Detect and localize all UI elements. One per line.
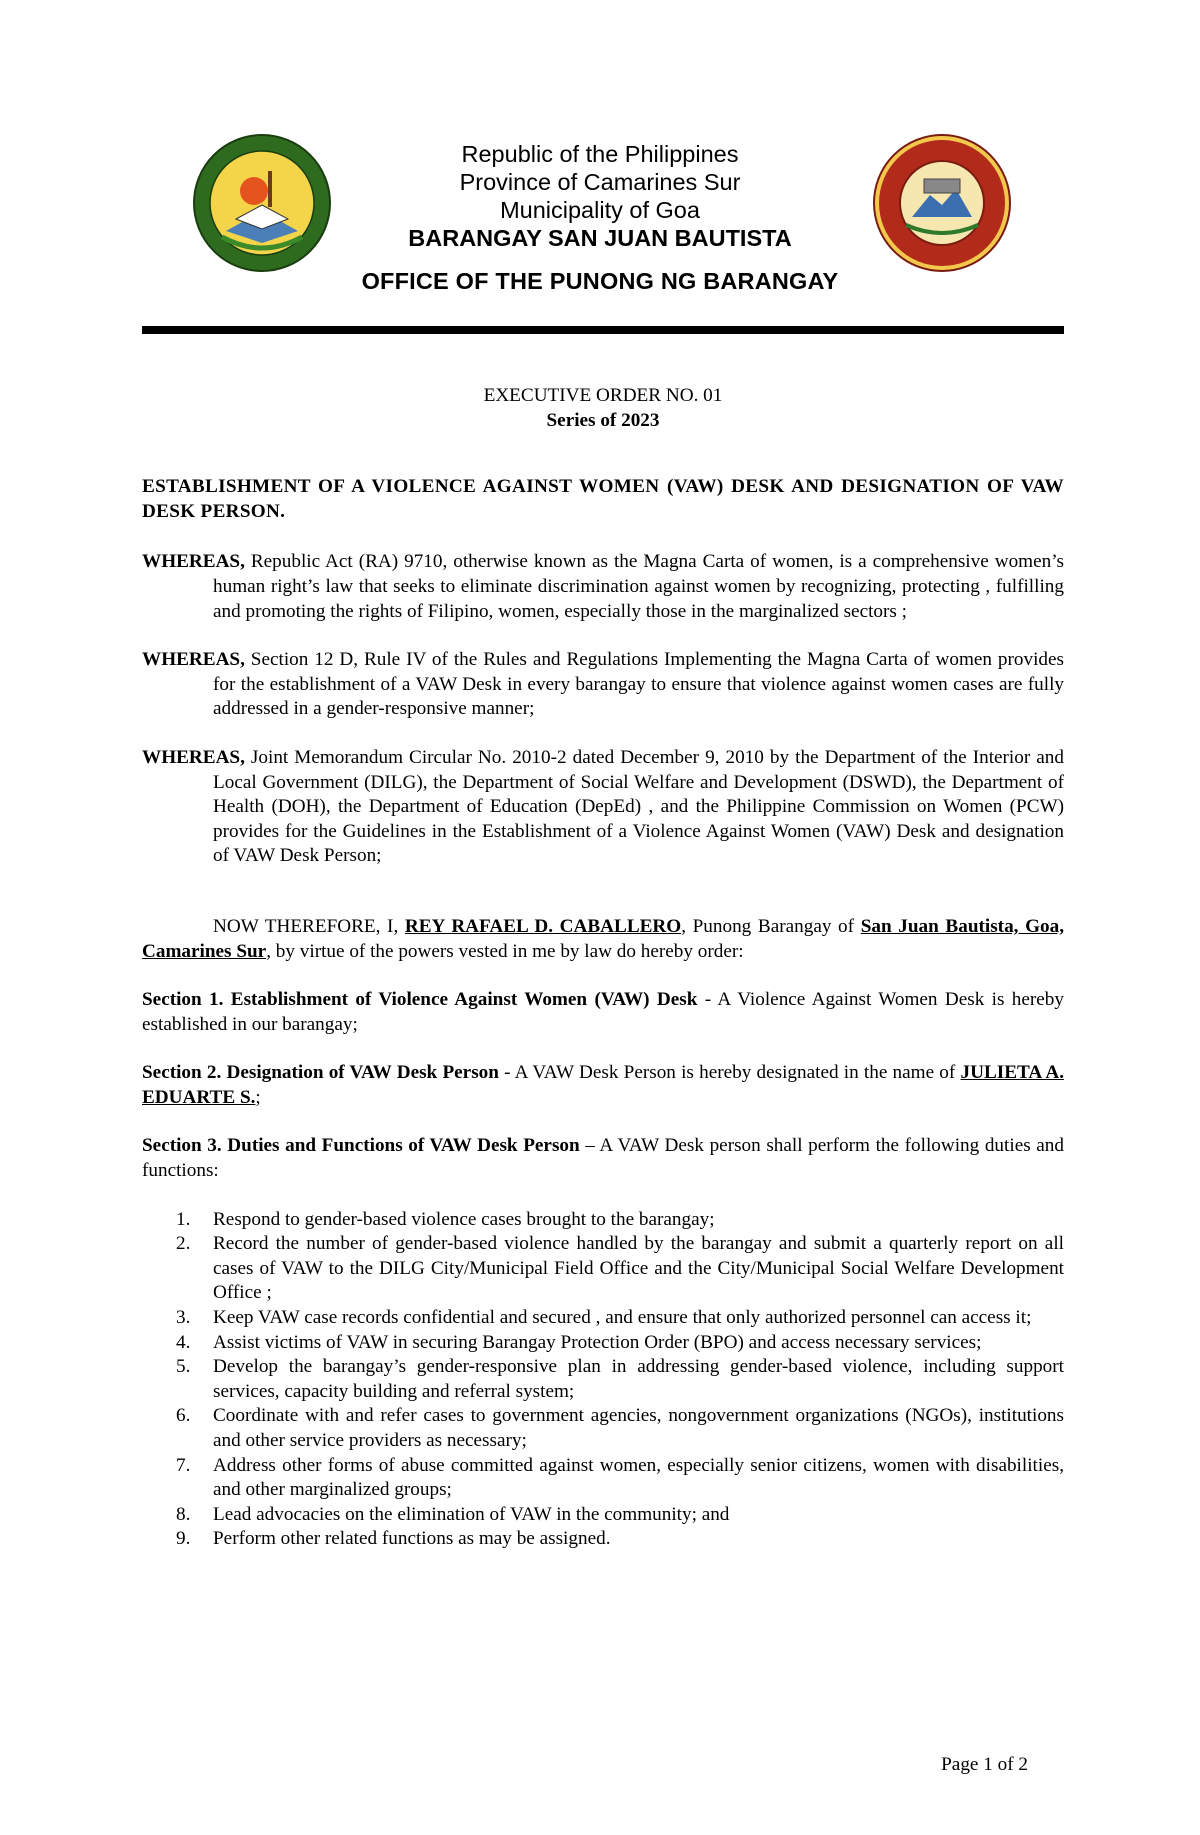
now-part2: , Punong Barangay of: [681, 915, 861, 937]
list-item-number: 4.: [176, 1331, 191, 1353]
whereas-lead: WHEREAS,: [142, 551, 245, 573]
document-body: [142, 384, 1064, 1552]
list-item-number: 7.: [176, 1454, 191, 1476]
list-item-number: 1.: [176, 1208, 191, 1230]
list-item: [142, 1404, 1064, 1453]
page-number: Page 1 of 2: [941, 1754, 1028, 1775]
punong-barangay-name: REY RAFAEL D. CABALLERO: [404, 915, 682, 937]
section-2-text: - A VAW Desk Person is hereby designated in the name of: [498, 1062, 961, 1084]
whereas-lead: WHEREAS,: [142, 649, 245, 671]
whereas-text: Section 12 D, Rule IV of the Rules and Regulations Implementing the Magna Carta of women provides for the establishment of a VAW Desk in every barangay to ensure that violence against women cases are fully addressed in a gender-responsive manner;: [213, 649, 1064, 720]
section-2-end: ;: [255, 1086, 261, 1108]
list-item-number: 2.: [176, 1233, 191, 1255]
spacer: [142, 893, 1064, 915]
list-item: [142, 1503, 1064, 1528]
vaw-desk-person-name: JULIETA A. EDUARTE S.: [142, 1062, 1065, 1108]
list-item-number: 3.: [176, 1307, 191, 1329]
whereas-clause-1: [142, 550, 1064, 624]
list-item: [142, 1454, 1064, 1503]
order-subject: ESTABLISHMENT OF A VIOLENCE AGAINST WOMEN (VAW) DESK AND DESIGNATION OF VAW DESK PERSON.: [142, 476, 1064, 522]
whereas-clause-2: [142, 648, 1064, 722]
section-1-heading: Section 1. Establishment of Violence Against Women (VAW) Desk: [142, 989, 698, 1011]
list-item-number: 5.: [176, 1356, 191, 1378]
order-series: Series of 2023: [546, 409, 660, 431]
office-title: OFFICE OF THE PUNONG NG BARANGAY: [361, 268, 839, 294]
section-2: [142, 1061, 1064, 1110]
section-2-heading: Section 2. Designation of VAW Desk Person: [142, 1062, 499, 1084]
list-item: [142, 1208, 1064, 1233]
duties-list: [142, 1208, 1064, 1552]
list-item-text: Address other forms of abuse committed against women, especially senior citizens, women with disabilities, and other marginalized groups;: [213, 1454, 1064, 1501]
section-1: [142, 988, 1064, 1037]
letterhead: [300, 140, 900, 252]
order-title: EXECUTIVE ORDER NO. 01: [483, 385, 723, 406]
list-item-number: 9.: [176, 1528, 191, 1550]
whereas-clause-3: [142, 746, 1064, 869]
now-part1: NOW THEREFORE, I,: [213, 915, 405, 937]
list-item: [142, 1306, 1064, 1331]
section-3: [142, 1134, 1064, 1183]
whereas-text: Joint Memorandum Circular No. 2010-2 dated December 9, 2010 by the Department of the Interior and Local Government (DILG), the Department of Social Welfare and Development (DSWD), the Department of Health (DOH), the Department of Education (DepEd) , and the Philippine Commission on Women (PCW) provides for the Guidelines in the Establishment of a Violence Against Women (VAW) Desk and designation of VAW Desk Person;: [213, 746, 1064, 867]
list-item-text: Keep VAW case records confidential and secured , and ensure that only authorized personnel can access it;: [213, 1307, 1032, 1329]
section-1-text: - A Violence Against Women Desk is hereby established in our barangay;: [142, 989, 1064, 1035]
list-item: [142, 1527, 1064, 1552]
header-rule: [142, 326, 1064, 334]
list-item-text: Perform other related functions as may be assigned.: [213, 1528, 611, 1550]
list-item-text: Coordinate with and refer cases to government agencies, nongovernment organizations (NGOs), institutions and other service providers as necessary;: [213, 1405, 1064, 1451]
list-item-number: 8.: [176, 1503, 191, 1525]
list-item-number: 6.: [176, 1405, 191, 1427]
municipality-seal-icon: [872, 133, 1012, 273]
whereas-text: Republic Act (RA) 9710, otherwise known as the Magna Carta of women, is a comprehensive women’s human right’s law that seeks to eliminate discrimination against women by recognizing, protecting , fulfilling and promoting the rights of Filipino, women, especially those in the marginalized sectors ;: [213, 551, 1064, 622]
list-item-text: Assist victims of VAW in securing Barangay Protection Order (BPO) and access necessary services;: [213, 1331, 982, 1353]
list-item-text: Record the number of gender-based violence handled by the barangay and submit a quarterly report on all cases of VAW to the DILG City/Municipal Field Office and the City/Municipal Social Welfare Development Office ;: [213, 1233, 1064, 1304]
whereas-lead: WHEREAS,: [142, 746, 245, 768]
list-item: [142, 1355, 1064, 1404]
province-line: Province of Camarines Sur: [459, 169, 741, 195]
barangay-line: BARANGAY SAN JUAN BAUTISTA: [408, 225, 792, 251]
republic-line: Republic of the Philippines: [461, 141, 739, 167]
list-item-text: Lead advocacies on the elimination of VAW in the community; and: [213, 1503, 730, 1525]
now-part3: , by virtue of the powers vested in me by law do hereby order:: [266, 940, 744, 962]
list-item: [142, 1232, 1064, 1306]
section-3-heading: Section 3. Duties and Functions of VAW Desk Person: [142, 1135, 580, 1157]
list-item-text: Respond to gender-based violence cases brought to the barangay;: [213, 1208, 715, 1230]
now-therefore-clause: [142, 915, 1064, 964]
list-item: [142, 1331, 1064, 1356]
municipality-line: Municipality of Goa: [500, 197, 700, 223]
section-3-text: – A VAW Desk person shall perform the following duties and functions:: [142, 1135, 1064, 1182]
list-item-text: Develop the barangay’s gender-responsive plan in addressing gender-based violence, including support services, capacity building and referral system;: [213, 1356, 1064, 1402]
barangay-place: San Juan Bautista, Goa, Camarines Sur: [142, 915, 1064, 962]
